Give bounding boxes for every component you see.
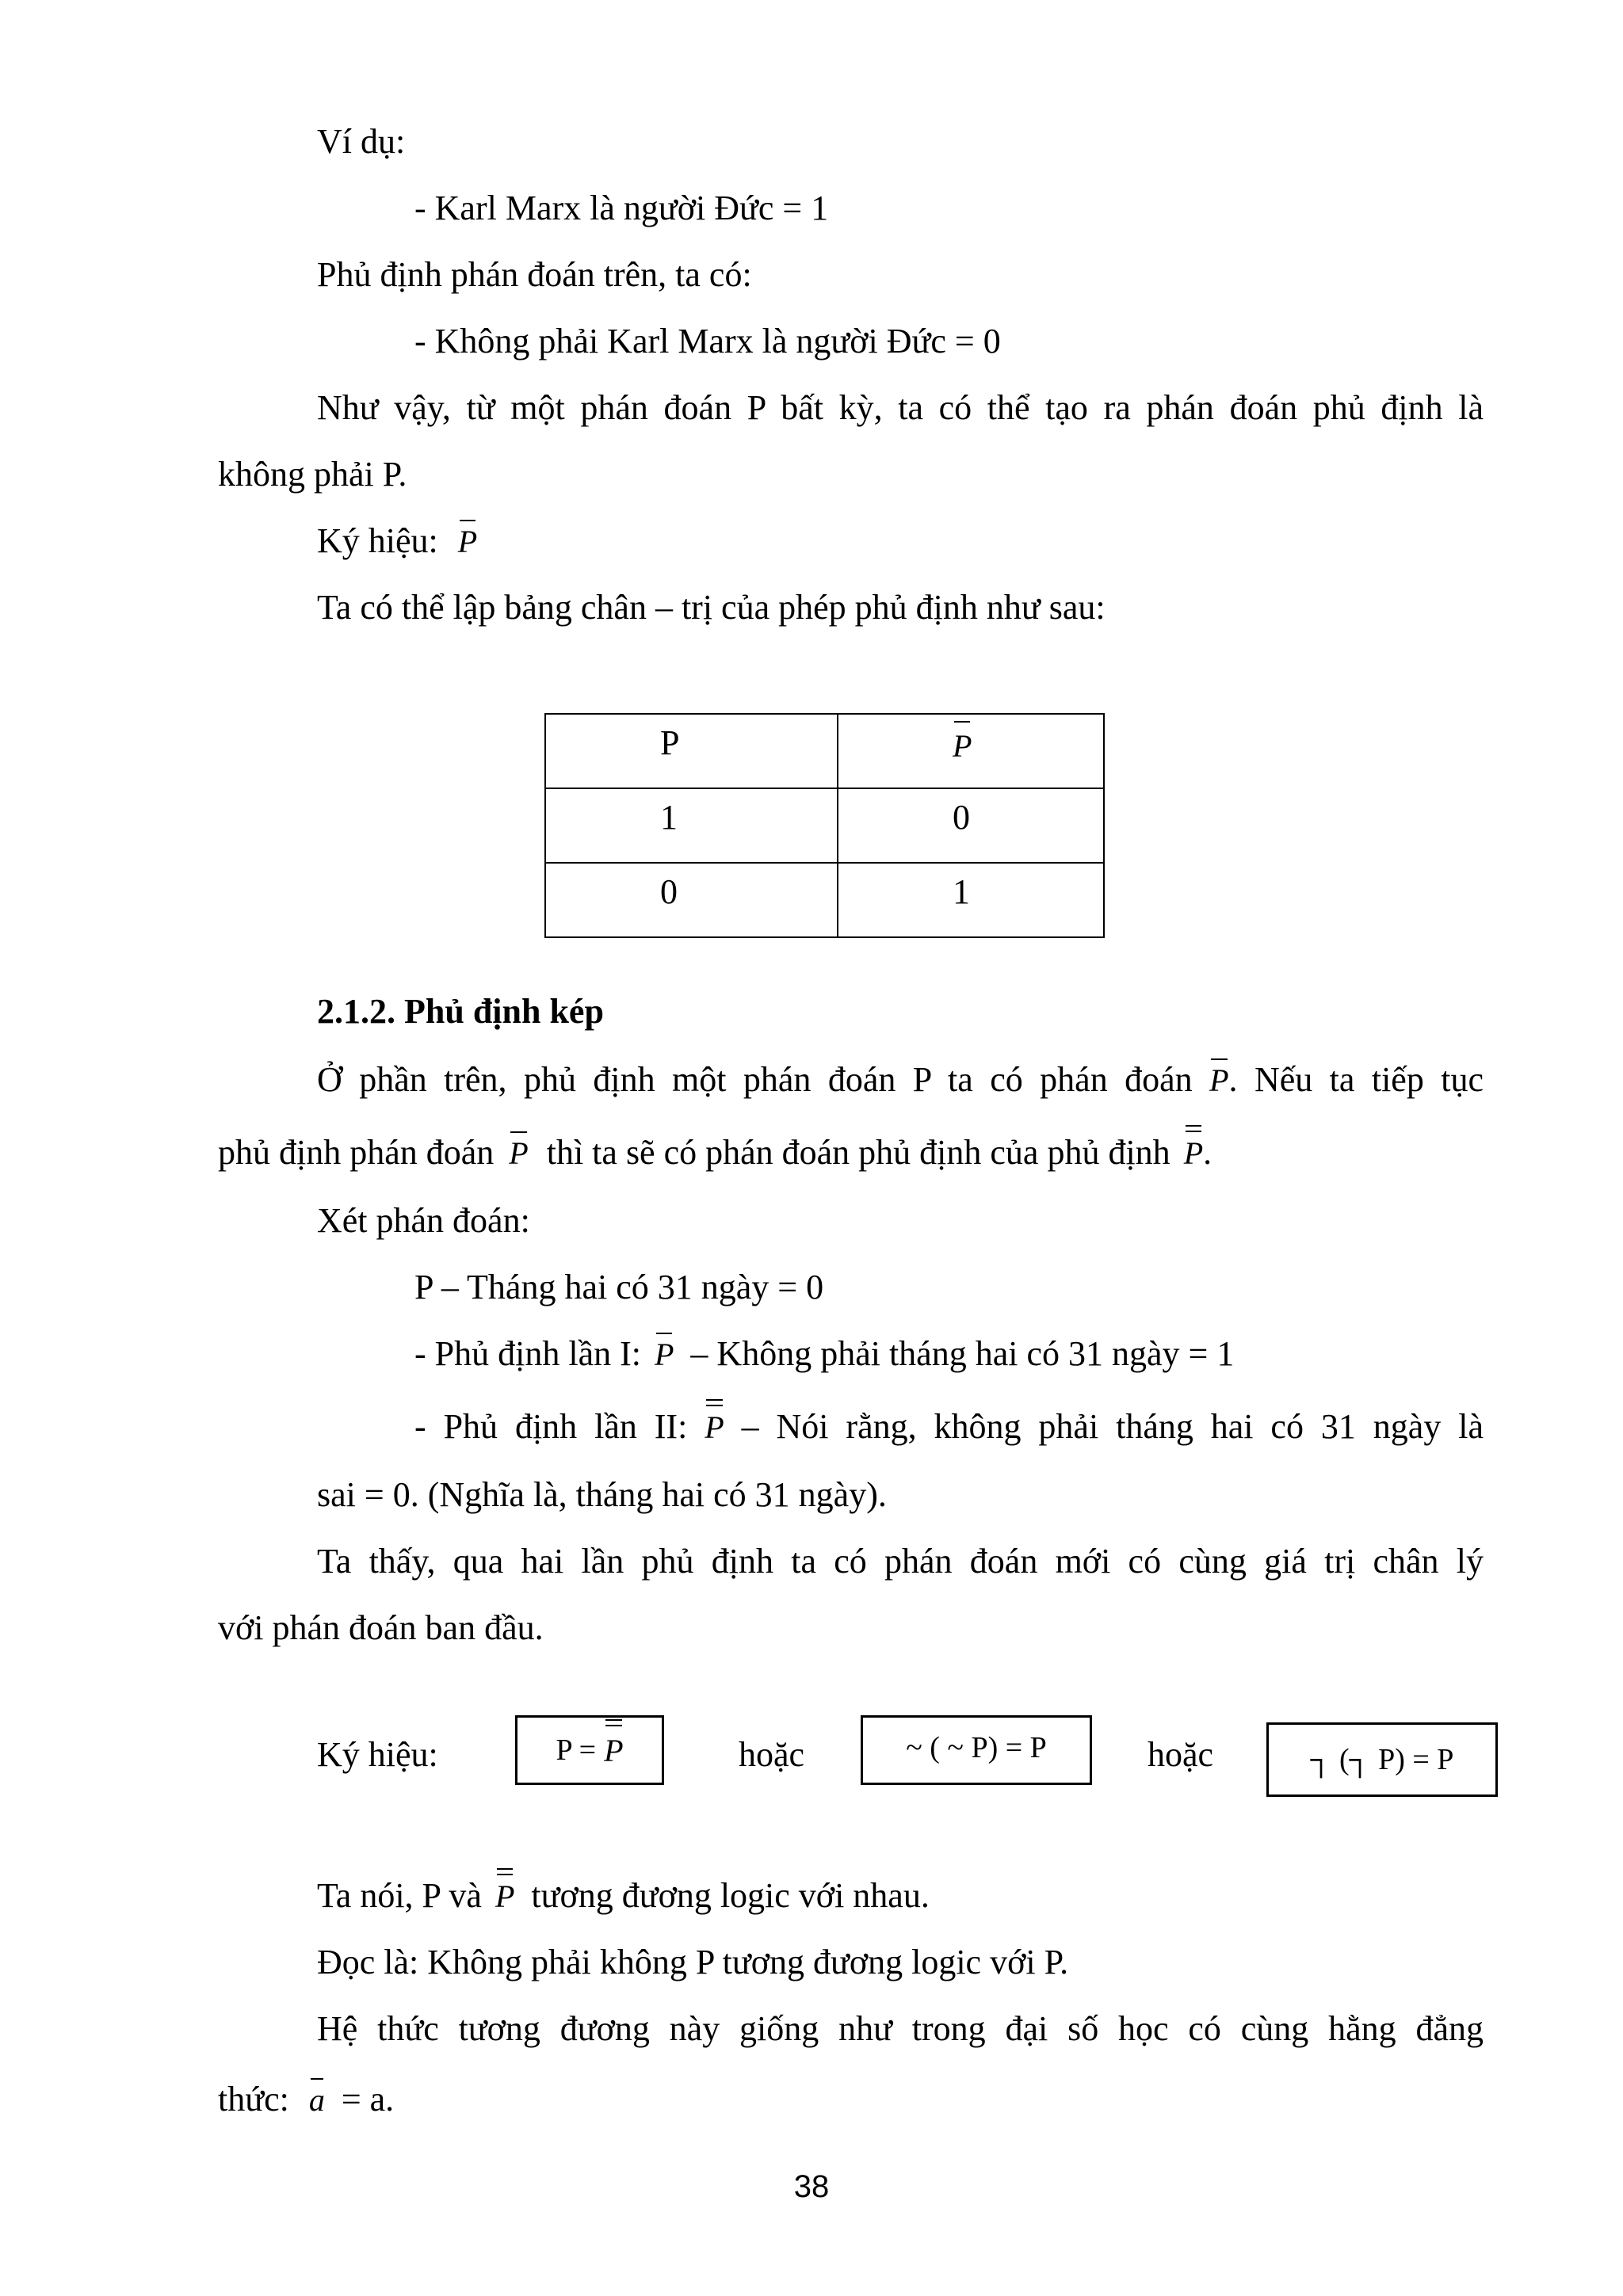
paragraph-line xyxy=(218,1135,1212,1170)
p-bar-symbol: P xyxy=(953,728,972,764)
notation-box-tilde: ~ ( ~ P) = P xyxy=(861,1715,1092,1785)
paragraph-line xyxy=(414,1334,1235,1373)
page-number: 38 xyxy=(793,2169,830,2204)
or-text: hoặc xyxy=(739,1735,805,1774)
text-run: Ta nói, P và xyxy=(317,1876,482,1915)
negated-statement: - Không phải Karl Marx là người Đức = 0 xyxy=(414,322,1001,360)
text-run: – Nói rằng, không phải tháng hai có 31 ngày là xyxy=(741,1407,1484,1446)
truth-table xyxy=(544,713,1105,938)
a-bar-symbol: a xyxy=(308,2082,325,2118)
symbol-label: Ký hiệu: xyxy=(317,521,438,560)
paragraph-line: không phải P. xyxy=(218,455,407,494)
p-double-bar-symbol: P xyxy=(1183,1135,1204,1171)
table-header-cell: P xyxy=(545,714,838,788)
notation-box-neg: ┐ (┐ P) = P xyxy=(1266,1722,1498,1797)
table-cell: 0 xyxy=(545,863,838,937)
table-cell: 1 xyxy=(838,863,1104,937)
table-header-row xyxy=(545,714,1104,788)
p-bar-symbol: P xyxy=(654,1337,674,1372)
table-row xyxy=(545,863,1104,937)
p-double-bar-symbol: P xyxy=(495,1878,515,1914)
table-row xyxy=(545,788,1104,863)
paragraph-line xyxy=(414,1409,1484,1444)
text-run: - Phủ định lần I: xyxy=(414,1334,641,1373)
negation-intro: Phủ định phán đoán trên, ta có: xyxy=(317,255,752,294)
text-run: P = xyxy=(556,1733,597,1767)
example-label: Ví dụ: xyxy=(317,122,406,161)
paragraph-line: Xét phán đoán: xyxy=(317,1201,530,1240)
section-heading: 2.1.2. Phủ định kép xyxy=(317,992,604,1031)
table-cell: 0 xyxy=(838,788,1104,863)
text-run: . Nếu ta tiếp tục xyxy=(1228,1060,1484,1099)
p-bar-symbol: P xyxy=(509,1135,529,1171)
paragraph-line xyxy=(317,1062,1484,1097)
text-run: = a. xyxy=(341,2080,395,2119)
p-bar-symbol: P xyxy=(457,524,478,559)
notation-label: Ký hiệu: xyxy=(317,1735,438,1774)
notation-box-bar xyxy=(515,1715,664,1785)
paragraph-line: Như vậy, từ một phán đoán P bất kỳ, ta có thể tạo ra phán đoán phủ định là xyxy=(317,388,1484,427)
text-run: Ở phần trên, phủ định một phán đoán P ta có phán đoán xyxy=(317,1060,1193,1099)
text-run: thức: xyxy=(218,2080,289,2119)
table-header-cell xyxy=(838,714,1104,788)
symbol-line xyxy=(317,521,478,560)
text-run: thì ta sẽ có phán đoán phủ định của phủ định xyxy=(546,1133,1170,1172)
paragraph-line: Ta thấy, qua hai lần phủ định ta có phán đoán mới có cùng giá trị chân lý xyxy=(317,1542,1484,1581)
text-run: - Phủ định lần II: xyxy=(414,1407,688,1446)
text-run: . xyxy=(1203,1133,1212,1172)
paragraph-line: với phán đoán ban đầu. xyxy=(218,1608,544,1647)
paragraph-line xyxy=(317,1878,930,1913)
text-run: – Không phải tháng hai có 31 ngày = 1 xyxy=(690,1334,1235,1373)
paragraph-line: P – Tháng hai có 31 ngày = 0 xyxy=(414,1268,824,1306)
or-text: hoặc xyxy=(1148,1735,1214,1774)
paragraph-line: sai = 0. (Nghĩa là, tháng hai có 31 ngày). xyxy=(317,1475,887,1514)
paragraph-line: Đọc là: Không phải không P tương đương logic với P. xyxy=(317,1943,1069,1981)
text-run: phủ định phán đoán xyxy=(218,1133,495,1172)
table-cell: 1 xyxy=(545,788,838,863)
table-intro: Ta có thể lập bảng chân – trị của phép phủ định như sau: xyxy=(317,588,1106,627)
example-statement: - Karl Marx là người Đức = 1 xyxy=(414,189,829,227)
p-bar-symbol: P xyxy=(1209,1062,1229,1098)
paragraph-line xyxy=(218,2082,394,2117)
p-double-bar-symbol: P xyxy=(604,1732,624,1768)
paragraph-line: Hệ thức tương đương này giống như trong đại số học có cùng hằng đẳng xyxy=(317,2009,1484,2048)
p-double-bar-symbol: P xyxy=(705,1409,724,1445)
text-run: tương đương logic với nhau. xyxy=(531,1876,930,1915)
